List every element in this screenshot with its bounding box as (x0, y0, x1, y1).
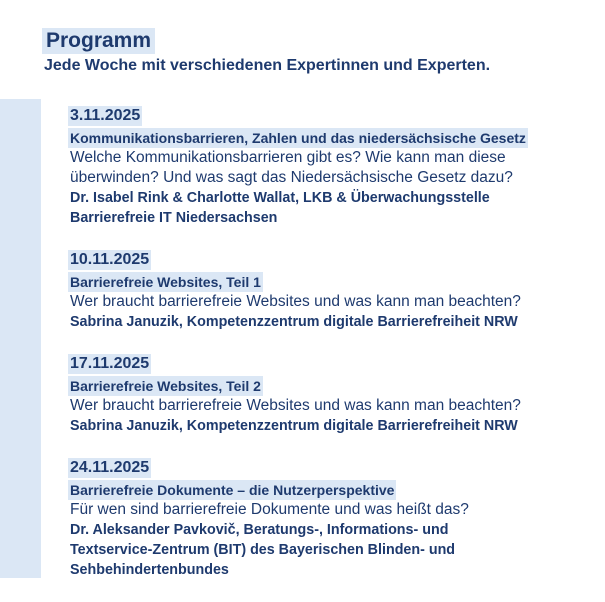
event-date: 17.11.2025 (70, 355, 150, 372)
event-question: Welche Kommunikationsbarrieren gibt es? Wie kann man diese überwinden? Und was sagt das Niedersächsische Gesetz dazu? (70, 149, 513, 186)
event-speaker: Sabrina Januzik, Kompetenzzentrum digitale Barrierefreiheit NRW (70, 418, 518, 434)
event-speaker: Dr. Aleksander Pavkovič, Beratungs-, Informations- und Textservice-Zentrum (BIT) des Bayerischen Blinden- und Sehbehindertenbundes (70, 522, 456, 578)
event-speaker: Dr. Isabel Rink & Charlotte Wallat, LKB & Überwachungsstelle Barrierefreie IT Niedersachsen (70, 190, 490, 226)
event-date: 10.11.2025 (70, 251, 150, 268)
event-list (68, 106, 599, 602)
event-item (68, 250, 599, 332)
event-question: Für wen sind barrierefreie Dokumente und was heißt das? (70, 501, 469, 518)
event-topic: Barrierefreie Dokumente – die Nutzerperspektive (70, 482, 395, 498)
event-topic: Barrierefreie Websites, Teil 1 (70, 274, 261, 290)
decorative-side-bar (0, 99, 41, 578)
event-item (68, 354, 599, 436)
event-item (68, 106, 599, 228)
event-date: 24.11.2025 (70, 459, 150, 476)
page-subtitle: Jede Woche mit verschiedenen Expertinnen und Experten. (44, 57, 491, 74)
event-question: Wer braucht barrierefreie Websites und was kann man beachten? (70, 397, 521, 414)
event-item (68, 458, 599, 580)
page-title: Programm (42, 28, 155, 54)
event-date: 3.11.2025 (70, 107, 141, 124)
event-topic: Kommunikationsbarrieren, Zahlen und das niedersächsische Gesetz (70, 130, 526, 146)
event-speaker: Sabrina Januzik, Kompetenzzentrum digitale Barrierefreiheit NRW (70, 314, 518, 330)
event-question: Wer braucht barrierefreie Websites und was kann man beachten? (70, 293, 521, 310)
event-topic: Barrierefreie Websites, Teil 2 (70, 378, 261, 394)
